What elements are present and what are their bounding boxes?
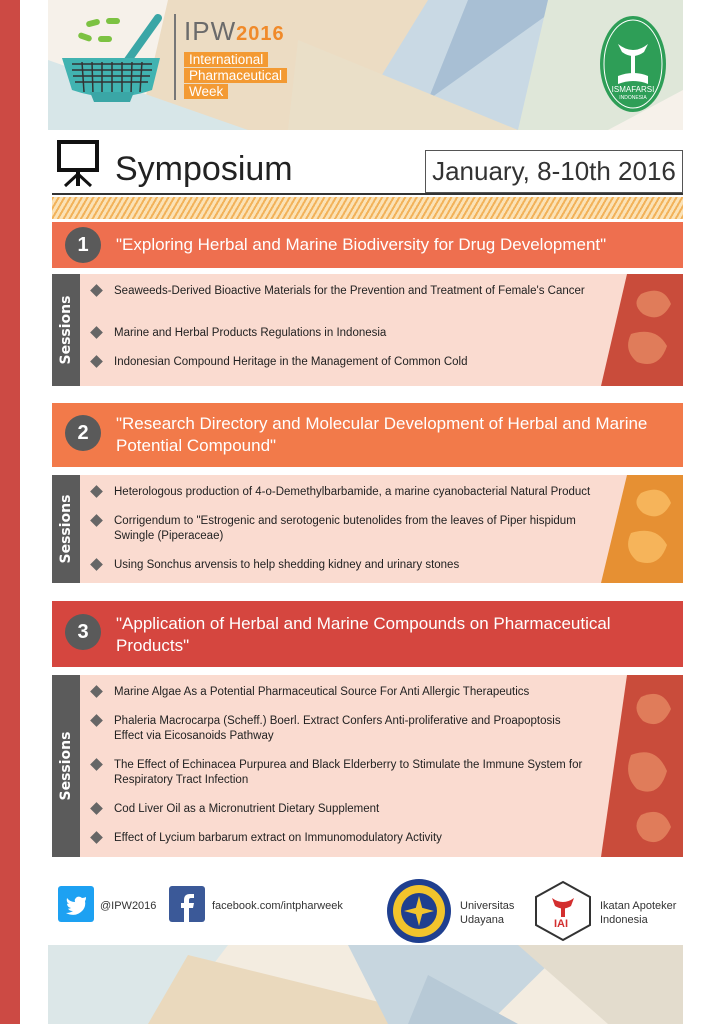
ipw-logo-name: IPW — [184, 16, 237, 46]
bullet-diamond-icon — [90, 758, 103, 771]
list-item: Effect of Lycium barbarum extract on Immunomodulatory Activity — [92, 831, 592, 846]
logo-line-international: International — [184, 52, 268, 67]
list-item: Phaleria Macrocarpa (Scheff.) Boerl. Extract Confers Anti-proliferative and Proapoptosis Effect via Eicosanoids Pathway — [92, 714, 592, 743]
header-divider — [52, 193, 683, 195]
iai-hexagon-icon — [534, 880, 592, 942]
footer — [52, 878, 683, 938]
section-3-header — [52, 601, 683, 667]
batik-ornament — [601, 675, 683, 857]
event-date: January, 8-10th 2016 — [425, 150, 683, 193]
udayana-line-1: Universitas — [460, 900, 515, 912]
list-item: Seaweeds-Derived Bioactive Materials for the Prevention and Treatment of Female's Cancer — [92, 284, 592, 299]
bullet-diamond-icon — [90, 558, 103, 571]
udayana-seal-icon — [386, 878, 452, 944]
section-1-header — [52, 222, 683, 268]
list-item: Heterologous production of 4-o-Demethylbarbamide, a marine cyanobacterial Natural Product — [92, 485, 592, 500]
bullet-diamond-icon — [90, 685, 103, 698]
iai-badge-text: IAI — [554, 918, 569, 930]
batik-ornament — [601, 274, 683, 386]
page-title: Symposium — [115, 150, 293, 188]
presentation-board-icon — [55, 140, 101, 188]
batik-ornament — [601, 475, 683, 583]
sessions-tab — [52, 475, 80, 583]
udayana-line-2: Udayana — [460, 914, 505, 926]
sessions-tab — [52, 675, 80, 857]
facebook-icon[interactable] — [169, 886, 205, 922]
logo-line-pharmaceutical: Pharmaceutical — [184, 68, 287, 83]
list-item: Marine and Herbal Products Regulations in Indonesia — [92, 326, 592, 341]
list-item: Using Sonchus arvensis to help shedding kidney and urinary stones — [92, 558, 592, 573]
list-item: Marine Algae As a Potential Pharmaceutical Source For Anti Allergic Therapeutics — [92, 685, 592, 700]
bullet-diamond-icon — [90, 485, 103, 498]
twitter-icon[interactable] — [58, 886, 94, 922]
bullet-diamond-icon — [90, 284, 103, 297]
section-2-title: "Research Directory and Molecular Development of Herbal and Marine Potential Compound" — [116, 414, 648, 455]
sessions-label: Sessions — [58, 295, 74, 365]
footer-background — [48, 945, 683, 1024]
ismafarsi-name: ISMAFARSI — [611, 85, 655, 94]
bullet-diamond-icon — [90, 831, 103, 844]
bullet-diamond-icon — [90, 514, 103, 527]
list-item: Corrigendum to "Estrogenic and serotogenic butenolides from the leaves of Piper hispidum Swingle (Piperaceae) — [92, 514, 592, 543]
section-1-number: 1 — [65, 227, 101, 263]
right-margin — [683, 0, 723, 1024]
sessions-tab — [52, 274, 80, 386]
bullet-diamond-icon — [90, 714, 103, 727]
sessions-label: Sessions — [58, 731, 74, 801]
logo-line-week: Week — [184, 84, 228, 99]
section-2-sessions — [52, 475, 683, 583]
list-item: Indonesian Compound Heritage in the Management of Common Cold — [92, 355, 592, 370]
logo-divider — [174, 14, 176, 100]
section-3-title: "Application of Herbal and Marine Compounds on Pharmaceutical Products" — [116, 614, 611, 655]
ismafarsi-country: INDONESIA — [619, 95, 647, 101]
list-item: Cod Liver Oil as a Micronutrient Dietary Supplement — [92, 802, 592, 817]
section-3-number: 3 — [65, 614, 101, 650]
bullet-diamond-icon — [90, 802, 103, 815]
section-1-sessions — [52, 274, 683, 386]
section-3-sessions — [52, 675, 683, 857]
ipw-logo-title — [184, 16, 285, 47]
iai-line-1: Ikatan Apoteker — [600, 900, 677, 912]
twitter-handle[interactable]: @IPW2016 — [100, 900, 157, 912]
section-2-number: 2 — [65, 415, 101, 451]
facebook-link[interactable]: facebook.com/intpharweek — [212, 900, 343, 912]
section-1-title: "Exploring Herbal and Marine Biodiversity for Drug Development" — [116, 235, 607, 254]
decorative-hatch-band — [52, 197, 683, 219]
ipw-logo-year: 2016 — [236, 23, 285, 45]
list-item: The Effect of Echinacea Purpurea and Black Elderberry to Stimulate the Immune System for Respiratory Tract Infection — [92, 758, 592, 787]
bullet-diamond-icon — [90, 326, 103, 339]
section-2-header — [52, 403, 683, 467]
sessions-label: Sessions — [58, 494, 74, 564]
bullet-diamond-icon — [90, 355, 103, 368]
iai-line-2: Indonesia — [600, 914, 648, 926]
left-accent-stripe — [0, 0, 20, 1024]
